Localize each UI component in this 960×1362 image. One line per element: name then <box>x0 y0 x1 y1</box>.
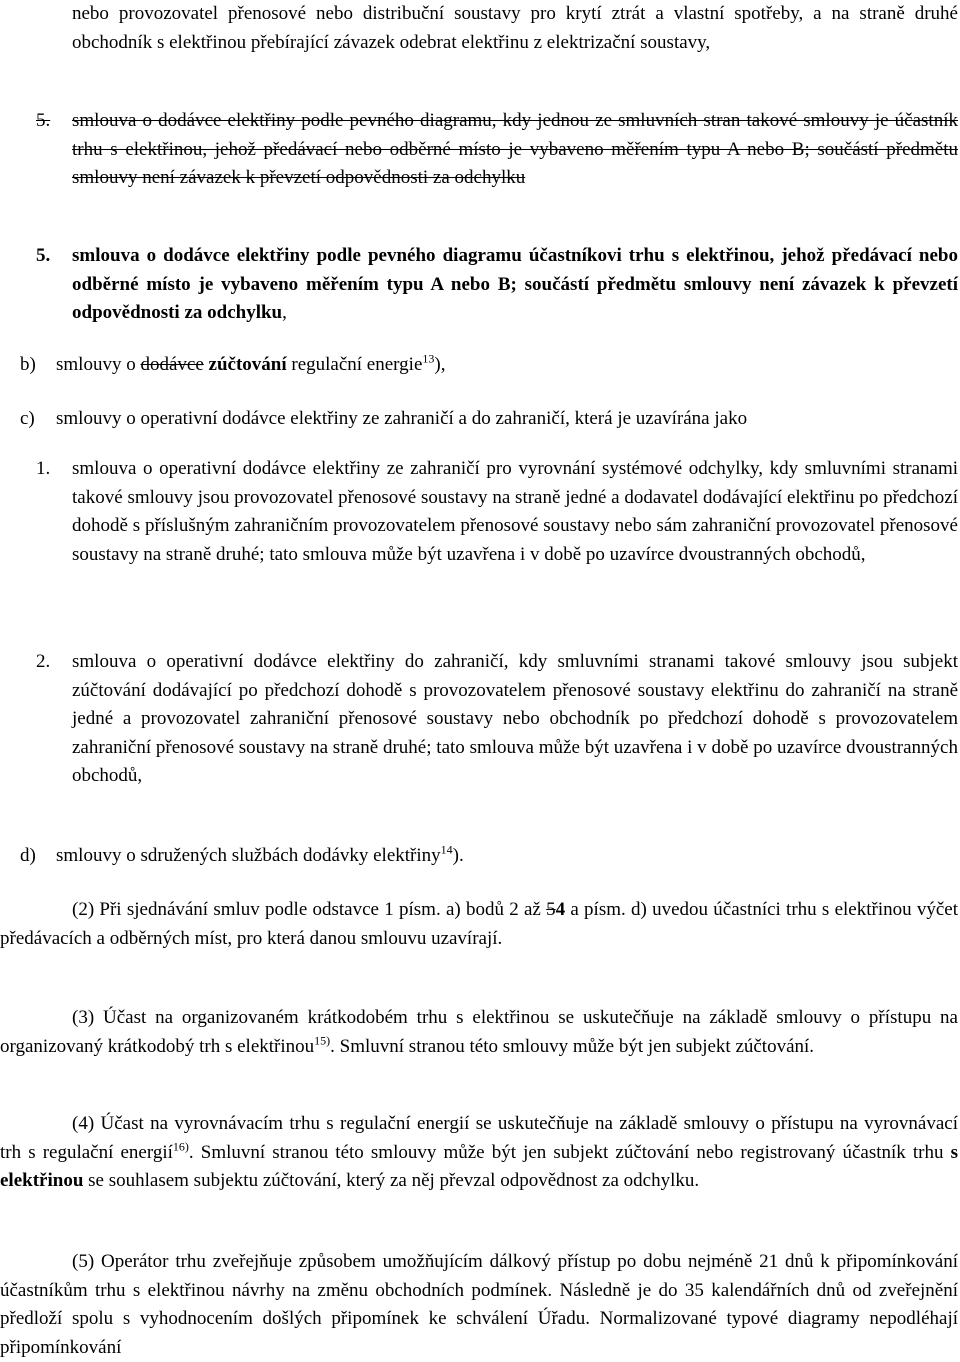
paragraph-3: (3) Účast na organizovaném krátkodobém trhu s elektřinou se uskutečňuje na základě smlouvy o přístupu na organizovaný krátkodobý trh s elektřinou$^{15)}$. Smluvní stranou této smlouvy může být jen subjekt zúčtování. <box>0 1007 958 1057</box>
item-b-text: smlouvy o dodávce zúčtování regulační energie$^{13}$), <box>56 351 446 375</box>
item-5-new-text: smlouva o dodávce elektřiny podle pevného diagramu účastníkovi trhu s elektřinou, jehož předávací nebo odběrné místo je vybaveno měřením typu A nebo B; součástí předmětu smlouvy není závazek k převzetí odpovědnosti za odchylku, <box>72 245 958 323</box>
item-b-letter: b) <box>20 354 36 375</box>
item-5-deleted-text: smlouva o dodávce elektřiny podle pevného diagramu, kdy jednou ze smluvních stran takové smlouvy je účastník trhu s elektřinou, jehož předávací nebo odběrné místo je vybaveno měřením typu A nebo B; součástí předmětu smlouvy není závazek k převzetí odpovědnosti za odchylku <box>72 110 958 188</box>
paragraph-4: (4) Účast na vyrovnávacím trhu s regulační energií se uskutečňuje na základě smlouvy o přístupu na vyrovnávací trh s regulační energií$^{16)}$. Smluvní stranou této smlouvy může být jen subjekt zúčtování nebo registrovaný účastník trhu s elektřinou se souhlasem subjektu zúčtování, který za něj převzal odpovědnost za odchylku. <box>0 1113 958 1191</box>
intro-continuation: nebo provozovatel přenosové nebo distribuční soustavy pro krytí ztrát a vlastní spotřeby, a na straně druhé obchodník s elektřinou přebírající závazek odebrat elektřinu z elektrizační soustavy, <box>72 3 958 53</box>
paragraph-2: (2) Při sjednávání smluv podle odstavce 1 písm. a) bodů 2 až 54 a písm. d) uvedou účastníci trhu s elektřinou výčet předávacích a odběrných míst, pro která danou smlouvu uzavírají. <box>0 899 958 949</box>
paragraph-5: (5) Operátor trhu zveřejňuje způsobem umožňujícím dálkový přístup po dobu nejméně 21 dnů k připomínkování účastníkům trhu s elektřinou návrhy na změnu obchodních podmínek. Následně je do 35 kalendářních dnů od zveřejnění předloží spolu s vyhodnocením došlých připomínek ke schválení Úřadu. Normalizované typové diagramy nepodléhají připomínkování <box>0 1251 958 1358</box>
item-d-text: smlouvy o sdružených službách dodávky elektřiny$^{14}$). <box>56 842 464 866</box>
item-c1-number: 1. <box>36 458 51 479</box>
item-c-letter: c) <box>20 408 35 429</box>
item-5-deleted-number: 5. <box>36 110 51 131</box>
item-c1-text: smlouva o operativní dodávce elektřiny ze zahraničí pro vyrovnání systémové odchylky, kdy smluvními stranami takové smlouvy jsou provozovatel přenosové soustavy na straně jedné a dodavatel dodávající elektřinu po předchozí dohodě s příslušným zahraničním provozovatelem přenosové soustavy nebo sám zahraniční provozovatel přenosové soustavy na straně druhé; tato smlouva může být uzavřena i v době po uzavírce dvoustranných obchodů, <box>72 458 958 565</box>
item-c2-text: smlouva o operativní dodávce elektřiny do zahraničí, kdy smluvními stranami takové smlouvy jsou subjekt zúčtování dodávající po předchozí dohodě s provozovatelem přenosové soustavy elektřinu do zahraničí na straně jedné a provozovatel zahraniční přenosové soustavy nebo obchodník po předchozí dohodě s provozovatelem zahraniční přenosové soustavy na straně druhé; tato smlouva může být uzavřena i v době po uzavírce dvoustranných obchodů, <box>72 651 958 786</box>
item-c2-number: 2. <box>36 651 51 672</box>
item-d-letter: d) <box>20 845 36 866</box>
item-c-text: smlouvy o operativní dodávce elektřiny ze zahraničí a do zahraničí, která je uzavírána jako <box>56 408 748 429</box>
item-5-new-number: 5. <box>36 245 51 266</box>
